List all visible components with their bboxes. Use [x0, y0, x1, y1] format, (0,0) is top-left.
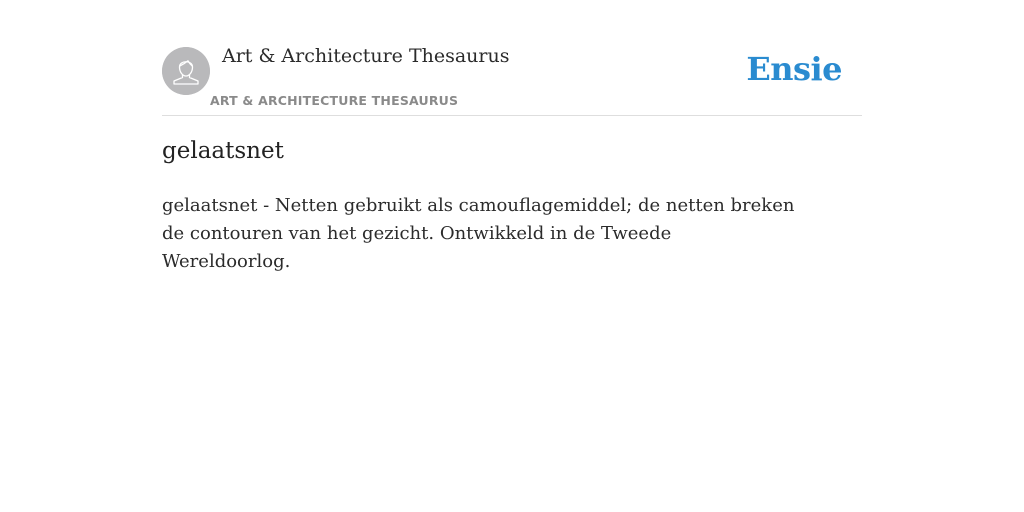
entry-definition: gelaatsnet - Netten gebruikt als camouflagemiddel; de netten breken de contouren van het gezicht. Ontwikkeld in de Tweede Wereldoorlog. [162, 195, 795, 272]
author-name[interactable]: Art & Architecture Thesaurus [222, 45, 510, 67]
user-silhouette-icon [162, 47, 210, 95]
source-link[interactable]: ART & ARCHITECTURE THESAURUS [210, 93, 459, 108]
ensie-logo[interactable]: Ensie [746, 50, 842, 88]
entry-title: gelaatsnet [162, 138, 284, 164]
entry-header [162, 0, 862, 116]
entry-container [162, 0, 862, 272]
user-avatar-icon[interactable] [162, 47, 210, 95]
